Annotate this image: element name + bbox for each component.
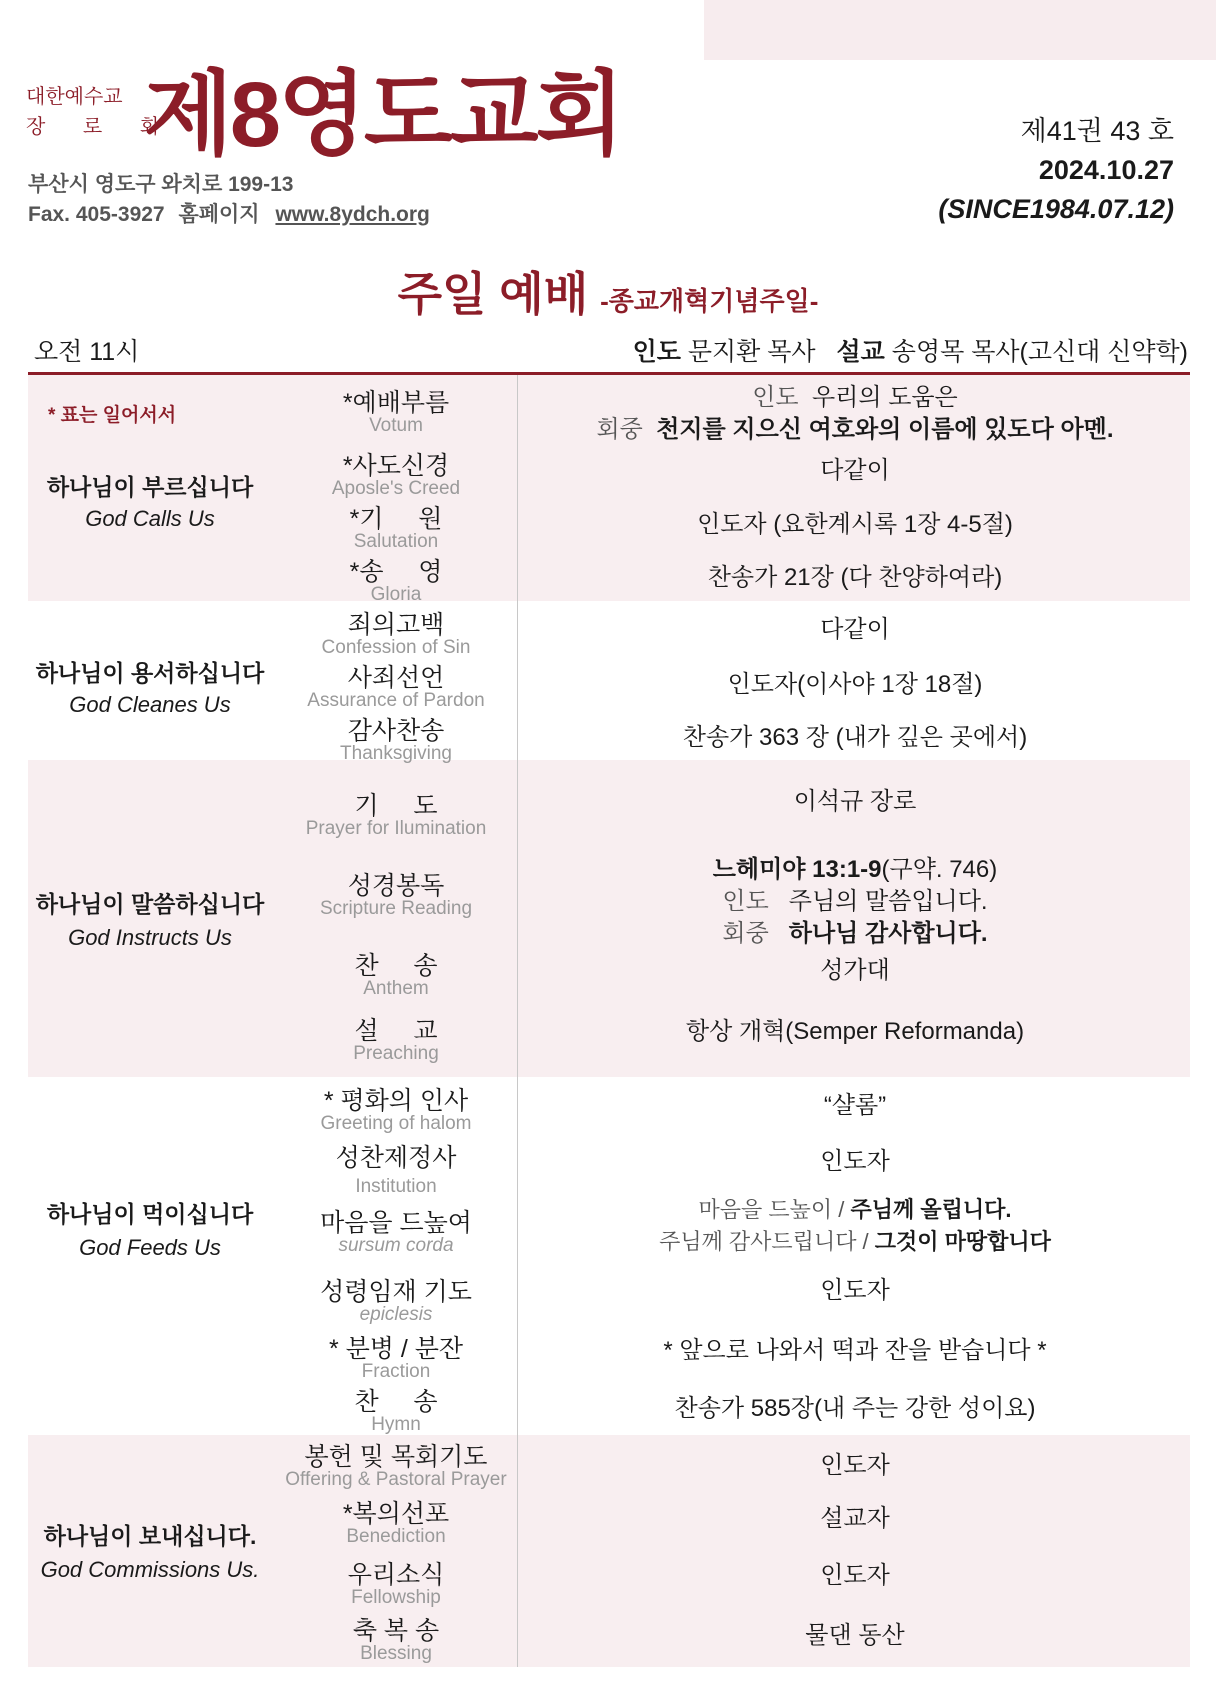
section-title-ko: 하나님이 부르십니다 <box>46 474 254 500</box>
service-subtitle: -종교개혁기념주일- <box>600 286 819 316</box>
item-title-en: epiclesis <box>359 1304 433 1325</box>
section-label <box>28 1520 272 1586</box>
liturgy-item <box>286 453 506 499</box>
section-title-en: God Commissions Us. <box>40 1557 260 1582</box>
resp-line: 주님의 말씀입니다. <box>788 888 988 915</box>
item-response: “샬롬” <box>823 1092 887 1119</box>
section-label <box>28 888 272 954</box>
item-title-ko: 사죄선언 <box>347 664 445 692</box>
liturgy-item <box>286 390 506 436</box>
homepage-link[interactable]: www.8ydch.org <box>275 203 430 226</box>
issue-info <box>938 112 1174 229</box>
volume: 제41권 43 호 <box>1020 116 1174 146</box>
liturgy-item <box>286 718 506 764</box>
item-title-en: Fraction <box>361 1361 431 1382</box>
section-label <box>28 1198 272 1264</box>
item-response: 찬송가 585장(내 주는 강한 성이요) <box>674 1395 1036 1422</box>
item-response: 인도자(이사야 1장 18절) <box>727 671 983 698</box>
item-title-ko: 축 복 송 <box>352 1617 440 1645</box>
denomination-line2: 장 로 회 <box>26 116 176 138</box>
section-title-en: God Instructs Us <box>68 925 232 950</box>
liturgy-item <box>286 1018 506 1064</box>
item-response: 다같이 <box>820 616 890 643</box>
liturgy-item <box>286 953 506 999</box>
item-title-en: Anthem <box>363 978 429 999</box>
contact-line <box>28 200 430 230</box>
item-title-ko: 찬 송 <box>354 952 438 980</box>
service-title-main: 주일 예배 <box>397 268 589 320</box>
stand-note: * 표는 일어서서 <box>48 405 177 426</box>
liturgy-item <box>286 1389 506 1435</box>
item-title-ko: 설 교 <box>354 1017 438 1045</box>
resp-prefix: 인도 <box>752 384 799 411</box>
resp-line-b: 그것이 마땅합니다 <box>874 1229 1051 1254</box>
section-title-ko: 하나님이 말씀하십니다 <box>35 891 265 917</box>
resp-line: 하나님 감사합니다. <box>788 920 988 947</box>
item-response: 설교자 <box>820 1505 890 1532</box>
resp-prefix: 인도 <box>722 888 769 915</box>
item-response: 인도자 (요한계시록 1장 4-5절) <box>697 511 1013 538</box>
item-response: 다같이 <box>820 457 890 484</box>
item-title-en: Blessing <box>360 1643 432 1664</box>
denomination-line1: 대한예수교 <box>26 86 123 108</box>
item-title-en: Aposle's Creed <box>331 478 461 499</box>
resp-line-a: 마음을 드높이 / <box>698 1197 845 1222</box>
corner-decoration <box>704 0 1216 60</box>
item-response: 찬송가 21장 (다 찬양하여라) <box>707 564 1003 591</box>
item-title-ko: *사도신경 <box>342 452 450 480</box>
liturgy-item <box>286 1336 506 1382</box>
item-title-en: Preaching <box>353 1043 439 1064</box>
item-response <box>520 1194 1190 1258</box>
since-date: (SINCE1984.07.12) <box>938 194 1174 224</box>
item-response: 인도자 <box>820 1148 890 1175</box>
item-title-ko: *송 영 <box>349 558 443 586</box>
sermon-title: 항상 개혁(Semper Reformanda) <box>685 1018 1025 1045</box>
item-title-ko: 성찬제정사 <box>335 1144 457 1172</box>
item-title-ko: 성경봉독 <box>347 872 445 900</box>
item-title-en: Institution <box>355 1176 437 1197</box>
item-title-ko: 죄의고백 <box>347 611 445 639</box>
item-response: 물댄 동산 <box>805 1622 905 1649</box>
leader-label: 인도 <box>632 338 681 366</box>
service-time: 오전 11시 <box>34 338 140 366</box>
item-title-en: Prayer for Ilumination <box>305 818 487 839</box>
column-divider <box>517 375 518 1667</box>
item-title-en: Greeting of halom <box>320 1113 472 1134</box>
resp-line-b: 주님께 올립니다. <box>850 1197 1012 1222</box>
address: 부산시 영도구 와치로 199-13 <box>28 173 294 196</box>
section-title-ko: 하나님이 용서하십니다 <box>35 660 265 686</box>
item-response <box>520 854 1190 950</box>
section-title-ko: 하나님이 먹이십니다 <box>46 1201 254 1227</box>
item-response <box>520 382 1190 446</box>
liturgy-item <box>286 793 506 839</box>
liturgy-item <box>276 1444 516 1490</box>
item-title-en: Benediction <box>346 1526 446 1547</box>
item-title-ko: 찬 송 <box>354 1388 438 1416</box>
item-response: * 앞으로 나와서 떡과 잔을 받습니다 * <box>663 1337 1047 1364</box>
section-label <box>28 657 272 721</box>
scripture-reference: 느헤미야 13:1-9 <box>712 856 882 883</box>
item-title-en: Thanksgiving <box>340 743 452 764</box>
item-title-ko: 기 도 <box>354 792 438 820</box>
item-title-en: Assurance of Pardon <box>307 690 485 711</box>
liturgy-item <box>286 665 506 711</box>
item-response: 인도자 <box>820 1277 890 1304</box>
item-title-en: Salutation <box>353 531 439 552</box>
item-title-ko: * 분병 / 분잔 <box>328 1335 464 1363</box>
section-title-ko: 하나님이 보내십니다. <box>43 1523 257 1549</box>
item-title-ko: 마음을 드높여 <box>320 1209 472 1237</box>
item-title-en: sursum corda <box>338 1235 454 1256</box>
resp-line: 우리의 도움은 <box>811 384 958 411</box>
section-label <box>28 471 272 535</box>
section-title-en: God Feeds Us <box>79 1235 221 1260</box>
service-title <box>0 258 1216 324</box>
liturgy-item <box>286 1501 506 1547</box>
liturgy-item <box>286 1279 506 1325</box>
item-response: 이석규 장로 <box>793 788 917 815</box>
section-title-en: God Calls Us <box>85 506 215 531</box>
item-title-ko: *예배부름 <box>342 389 450 417</box>
resp-line-a: 주님께 감사드립니다 / <box>659 1229 869 1254</box>
item-response: 성가대 <box>820 957 890 984</box>
resp-prefix: 회중 <box>722 920 769 947</box>
item-title-en: Offering & Pastoral Prayer <box>285 1469 507 1490</box>
item-title-en: Fellowship <box>351 1587 441 1608</box>
item-title-ko: *복의선포 <box>342 1500 450 1528</box>
item-response: 찬송가 363 장 (내가 깊은 곳에서) <box>682 724 1028 751</box>
item-title-ko: 봉헌 및 목회기도 <box>304 1443 488 1471</box>
liturgy-item <box>286 612 506 658</box>
item-title-en: Confession of Sin <box>321 637 471 658</box>
service-leaders <box>633 332 1188 368</box>
issue-date: 2024.10.27 <box>1038 155 1174 185</box>
liturgy-item <box>286 1618 506 1664</box>
homepage-label: 홈페이지 <box>178 203 260 226</box>
fax: Fax. 405-3927 <box>28 203 165 226</box>
liturgy-item <box>286 506 506 552</box>
church-name: 제8영도교회 <box>144 64 622 166</box>
item-title-ko: 감사찬송 <box>347 717 445 745</box>
liturgy-item <box>286 1145 506 1197</box>
item-title-ko: * 평화의 인사 <box>323 1087 469 1115</box>
liturgy-item <box>286 873 506 919</box>
liturgy-item <box>286 1088 506 1134</box>
item-response: 인도자 <box>820 1562 890 1589</box>
resp-line: 천지를 지으신 여호와의 이름에 있도다 아멘. <box>656 416 1114 443</box>
item-title-en: Hymn <box>371 1414 421 1435</box>
section-title-en: God Cleanes Us <box>69 692 231 717</box>
liturgy-item <box>286 1210 506 1256</box>
scripture-page: (구약. 746) <box>881 856 998 883</box>
item-title-en: Gloria <box>370 584 422 605</box>
resp-prefix: 회중 <box>596 416 643 443</box>
item-title-en: Scripture Reading <box>319 898 473 919</box>
liturgy-item <box>286 559 506 605</box>
item-title-ko: *기 원 <box>349 505 443 533</box>
item-title-en: Votum <box>369 415 423 436</box>
address-block <box>28 170 430 230</box>
liturgy-item <box>286 1562 506 1608</box>
preacher-name: 송영목 목사(고신대 신약학) <box>891 338 1188 366</box>
leader-name: 문지환 목사 <box>687 338 816 366</box>
item-title-ko: 성령임재 기도 <box>320 1278 472 1306</box>
item-response: 인도자 <box>820 1452 890 1479</box>
item-title-ko: 우리소식 <box>347 1561 445 1589</box>
preacher-label: 설교 <box>836 338 885 366</box>
